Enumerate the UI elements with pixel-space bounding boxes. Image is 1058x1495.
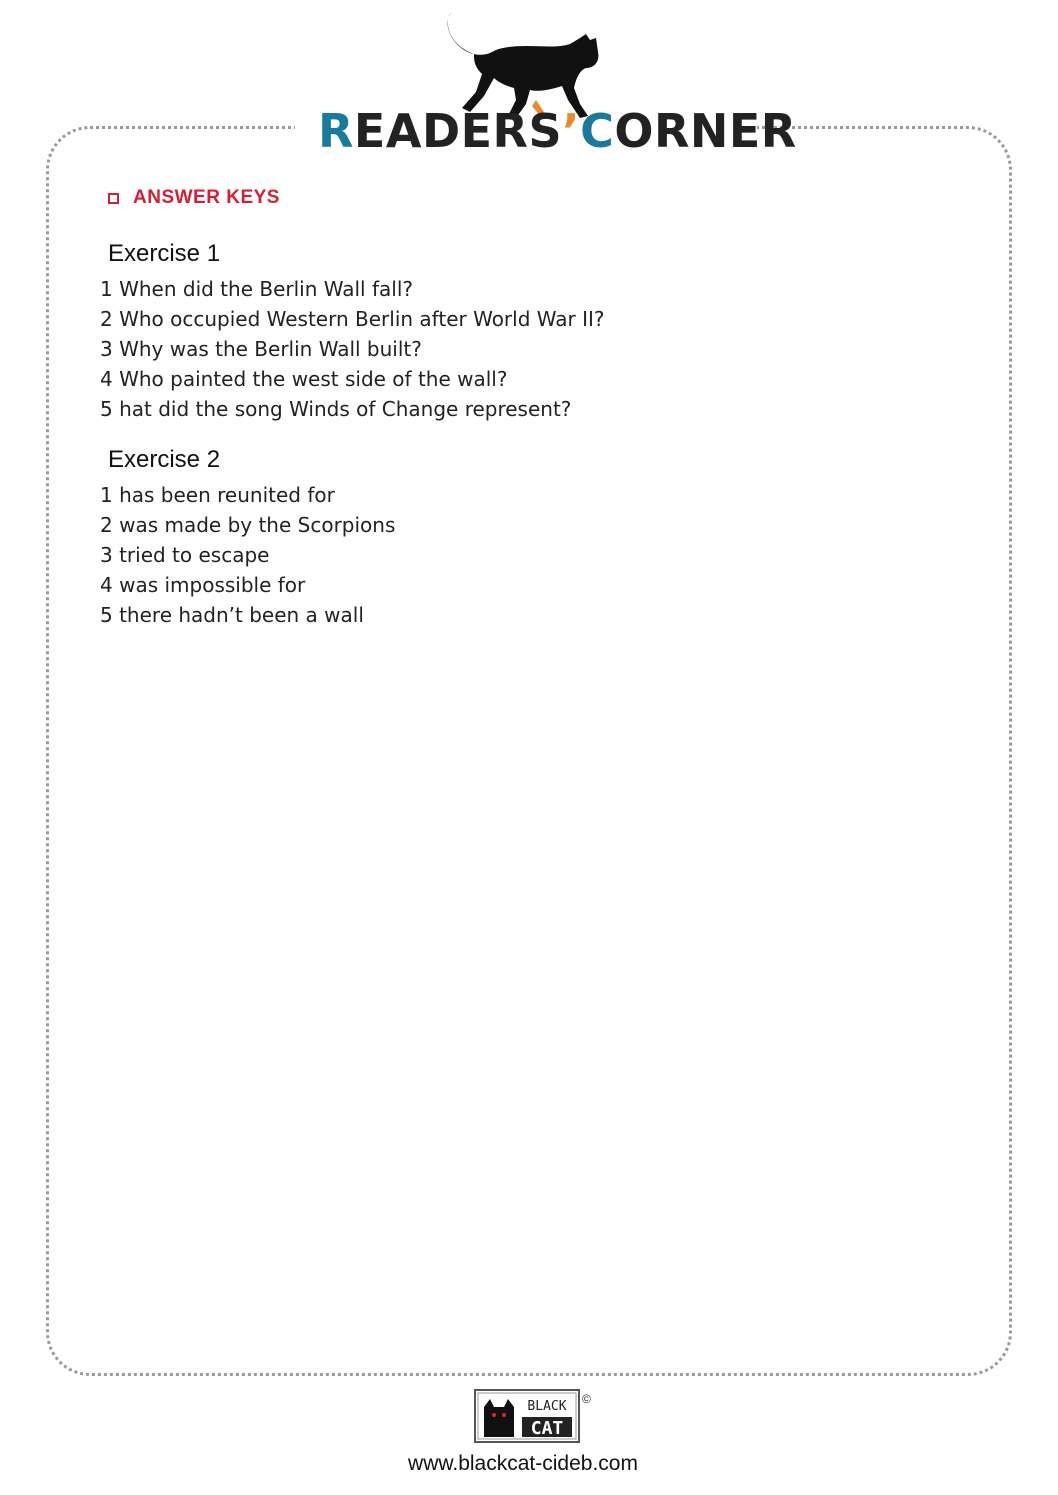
black-cat-footer-logo: [474, 1389, 580, 1443]
logo-letter-c: C: [580, 104, 615, 158]
logo-apostrophe: ’: [562, 104, 581, 158]
copyright-symbol: ©: [582, 1392, 591, 1406]
footer-logo-line-2: CAT: [530, 1418, 564, 1439]
list-item: 3 Why was the Berlin Wall built?: [100, 337, 422, 361]
list-item: 2 Who occupied Western Berlin after World War II?: [100, 307, 605, 331]
logo-text-eaders: EADERS: [353, 104, 563, 158]
list-item: 2 was made by the Scorpions: [100, 513, 396, 537]
exercise-1-title: Exercise 1: [108, 240, 221, 267]
list-item: 3 tried to escape: [100, 543, 270, 567]
answer-keys-heading: [108, 187, 280, 209]
readers-corner-logo: [318, 104, 797, 158]
footer-logo-line-1: BLACK: [527, 1399, 567, 1414]
footer-url-link[interactable]: www.blackcat-cideb.com: [408, 1452, 638, 1475]
list-item: 4 Who painted the west side of the wall?: [100, 367, 508, 391]
exercise-2-list: [100, 480, 395, 630]
exercise-1-list: [100, 274, 605, 424]
logo-letter-r: R: [318, 104, 354, 158]
list-item: 1 When did the Berlin Wall fall?: [100, 277, 413, 301]
answer-keys-label: ANSWER KEYS: [133, 187, 280, 208]
list-item: 1 has been reunited for: [100, 483, 335, 507]
logo-text-orner: ORNER: [614, 104, 797, 158]
exercise-2-title: Exercise 2: [108, 446, 221, 473]
black-cat-icon: [440, 8, 610, 118]
list-item: 5 hat did the song Winds of Change represent?: [100, 397, 572, 421]
list-item: 5 there hadn’t been a wall: [100, 603, 364, 627]
list-item: 4 was impossible for: [100, 573, 306, 597]
checkbox-square-icon: [108, 193, 119, 204]
